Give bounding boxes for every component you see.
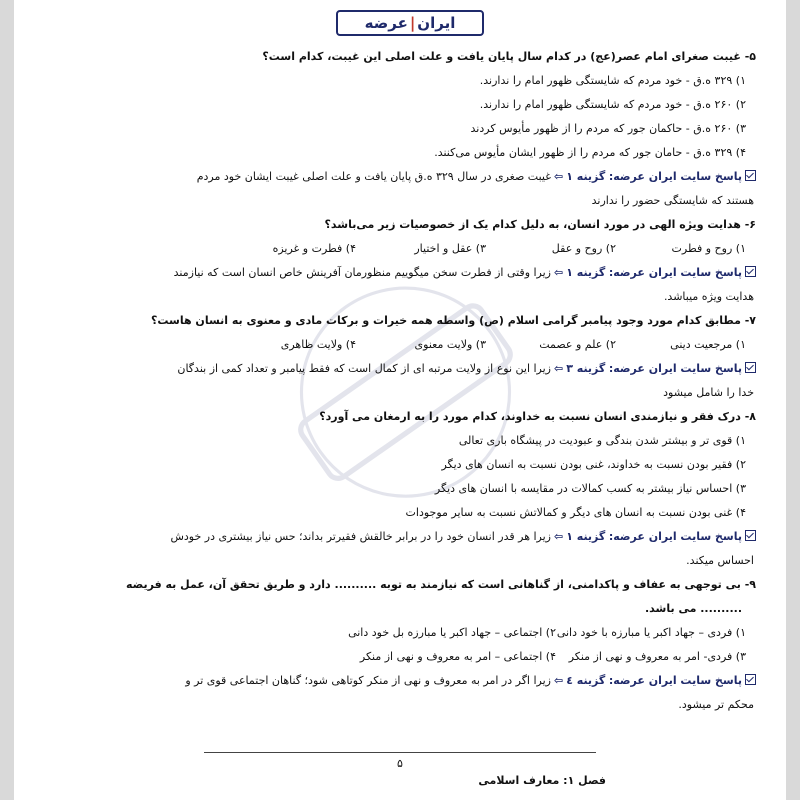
answer-option: ۲) اجتماعی – جهاد اکبر یا مبارزه بل خود دانی [348,626,556,639]
answer-text: زیرا این نوع از ولایت مرتبه ای از کمال است که فقط پیامبر و تعداد کمی از بندگان [177,362,551,375]
checkbox-icon [745,266,756,277]
answer-option: ۲) علم و عصمت [539,338,616,351]
answer-option: ۲) فقیر بودن نسبت به خداوند، غنی بودن نسبت به انسان های دیگر [441,458,746,471]
answer-choice: گزینه ۳ [566,362,606,375]
answer-option: ۱) قوی تر و بیشتر شدن بندگی و عبودیت در پیشگاه باری تعالی [458,434,746,447]
arrow-icon: ⇦ [554,362,564,375]
answer-line [32,357,756,381]
logo-text-1: ایران [417,14,456,32]
answer-option: ۳) عقل و اختیار [414,242,486,255]
question-title: ۶- هدایت ویژه الهی در مورد انسان، به دلیل کدام یک از خصوصیات زیر می‌باشد؟ [324,218,756,231]
answer-option: ۳) فردی- امر به معروف و نهی از منکر [568,650,746,663]
answer-option: ۳) ۲۶۰ ه.ق - حاکمان جور که مردم را از ظهور مأیوس کردند [470,122,746,135]
answer-text-continued: خدا را شامل میشود [663,386,754,399]
answer-option: ۴) اجتماعی – امر به معروف و نهی از منکر [359,650,556,663]
answer-option: ۴) ولایت ظاهری [280,338,356,351]
document-page [14,0,786,800]
options-row [32,645,756,669]
answer-label: پاسخ سایت ایران عرضه: [608,362,742,375]
arrow-icon: ⇦ [554,530,564,543]
logo-text-2: عرضه [364,14,408,32]
answer-option: ۲) روح و عقل [551,242,616,255]
arrow-icon: ⇦ [554,266,564,279]
questions-content [32,45,756,717]
answer-text: زیرا اگر در امر به معروف و نهی از منکر کوتاهی شود؛ گناهان اجتماعی قوی تر و [185,674,551,687]
answer-choice: گزینه ۱ [566,170,606,183]
answer-text: زیرا وقتی از فطرت سخن میگوییم منظورمان آفرینش خاص انسان است که نیازمند [173,266,551,279]
arrow-icon: ⇦ [554,674,564,687]
question-title: ۷- مطابق کدام مورد وجود پیامبر گرامی اسلام (ص) واسطه همه خیرات و برکات مادی و معنوی به انسان هاست؟ [151,314,756,327]
footer-divider [204,752,596,753]
page-number: ۵ [397,757,403,770]
answer-line [32,261,756,285]
site-logo: ایران | عرضه [336,10,484,36]
checkbox-icon [745,674,756,685]
answer-label: پاسخ سایت ایران عرضه: [608,530,742,543]
answer-text-continued: محکم تر میشود. [678,698,754,711]
answer-option: ۱) روح و فطرت [671,242,746,255]
question-title-continued: .......... می باشد. [645,602,742,615]
answer-line [32,525,756,549]
answer-option: ۴) غنی بودن نسبت به انسان های دیگر و کمالاتش نسبت به سایر موجودات [405,506,746,519]
answer-option: ۳) احساس نیاز بیشتر به کسب کمالات در مقایسه با انسان های دیگر [434,482,746,495]
answer-choice: گزینه ٤ [566,674,606,687]
checkbox-icon [745,362,756,373]
options-row [32,621,756,645]
question-title: ۵- غیبت صغرای امام عصر(عج) در کدام سال پایان یافت و علت اصلی این غیبت، کدام است؟ [262,50,756,63]
answer-label: پاسخ سایت ایران عرضه: [608,170,742,183]
answer-choice: گزینه ۱ [566,266,606,279]
options-row [32,237,756,261]
question-title: ۹- بی توجهی به عفاف و پاکدامنی، از گناهانی است که نیازمند به توبه .......... دارد و طریق تحقق آن، عمل به فریضه [125,578,756,591]
answer-option: ۱) ۳۲۹ ه.ق - خود مردم که شایستگی ظهور امام را ندارند. [479,74,746,87]
options-row [32,333,756,357]
answer-option: ۴) فطرت و غریزه [272,242,356,255]
answer-label: پاسخ سایت ایران عرضه: [608,674,742,687]
answer-text: غیبت صغری در سال ۳۲۹ ه.ق پایان یافت و علت اصلی غیبت ایشان خود مردم [196,170,551,183]
answer-option: ۲) ۲۶۰ ه.ق - خود مردم که شایستگی ظهور امام را ندارند. [479,98,746,111]
checkbox-icon [745,170,756,181]
arrow-icon: ⇦ [554,170,564,183]
answer-line [32,669,756,693]
answer-option: ۴) ۳۲۹ ه.ق - حامان جور که مردم را از ظهور ایشان مأیوس می‌کنند. [434,146,746,159]
answer-label: پاسخ سایت ایران عرضه: [608,266,742,279]
question-title: ۸- درک فقر و نیازمندی انسان نسبت به خداوند، کدام مورد را به ارمغان می آورد؟ [319,410,756,423]
answer-text-continued: هدایت ویژه میباشد. [663,290,754,303]
answer-option: ۳) ولایت معنوی [414,338,486,351]
answer-line [32,165,756,189]
answer-text: زیرا هر قدر انسان خود را در برابر خالقش فقیرتر بداند؛ حس نیاز بیشتری در خودش [170,530,551,543]
answer-option: ۱) مرجعیت دینی [670,338,746,351]
checkbox-icon [745,530,756,541]
answer-option: ۱) فردی – جهاد اکبر یا مبارزه با خود دانی [556,626,746,639]
answer-choice: گزینه ۱ [566,530,606,543]
answer-text-continued: احساس میکند. [686,554,754,567]
chapter-title: فصل ۱: معارف اسلامی [478,774,606,787]
answer-text-continued: هستند که شایستگی حضور را ندارند [591,194,754,207]
